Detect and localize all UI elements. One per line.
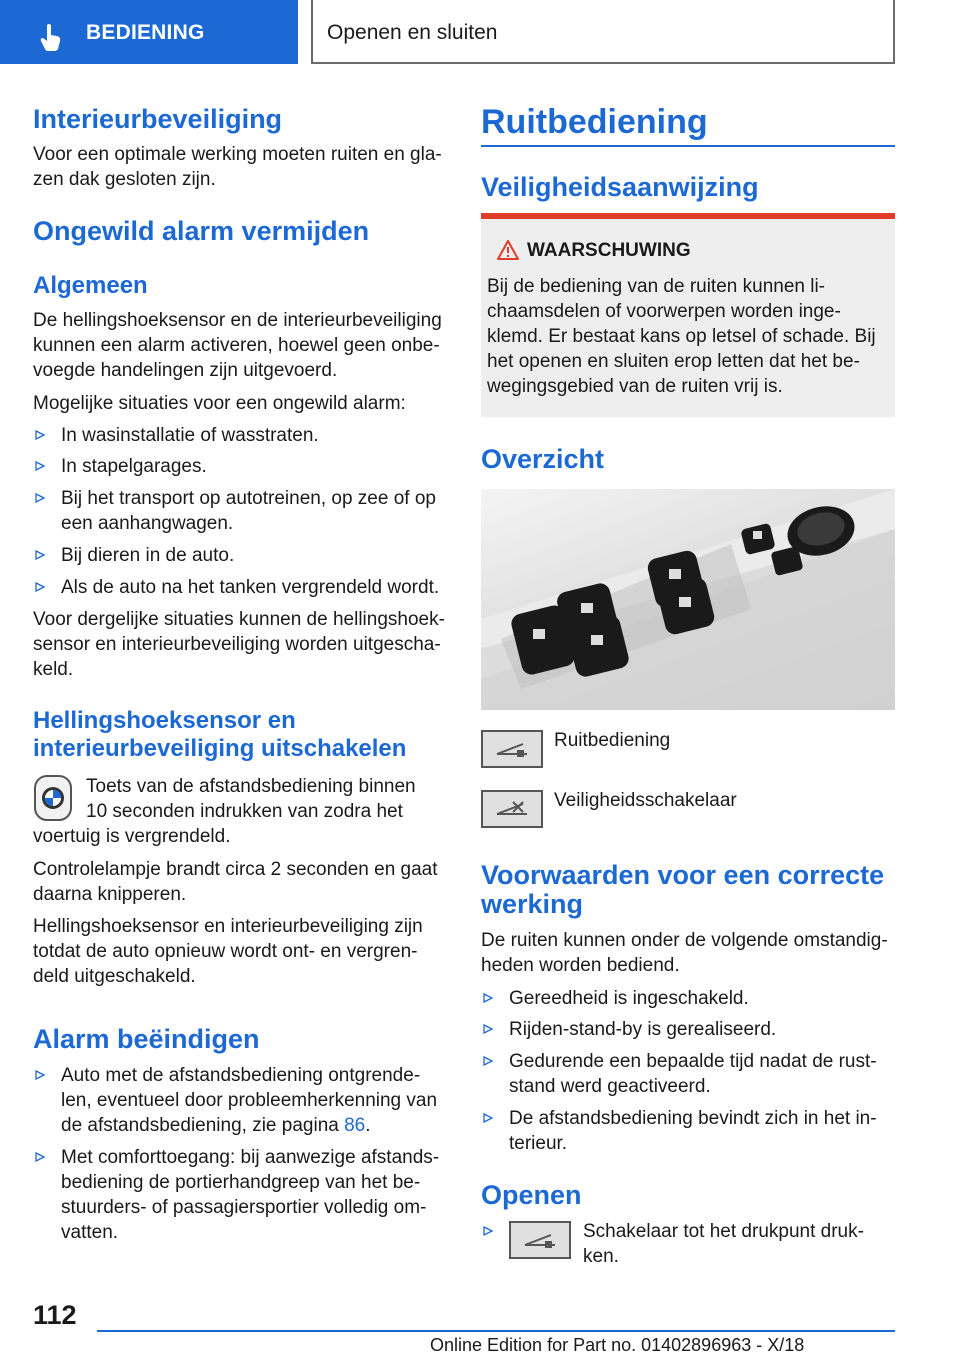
safety-switch-legend-image [481, 790, 543, 828]
warning-text-line: wegingsgebied van de ruiten vrij is. [487, 376, 783, 397]
paragraph-line: Controlelampje brandt circa 2 seconden en gaat [33, 859, 438, 880]
warning-title: WAARSCHUWING [527, 240, 691, 261]
list-item-text: Als de auto na het tanken vergrendeld wordt. [61, 577, 440, 598]
paragraph-line: Hellingshoeksensor en interieurbeveiliging zijn [33, 916, 423, 937]
paragraph-line: zen dak gesloten zijn. [33, 169, 216, 190]
triangle-bullet-icon [35, 493, 45, 503]
paragraph-line: voegde handelingen zijn uitgevoerd. [33, 360, 338, 381]
paragraph-line: Voor dergelijke situaties kunnen de hellingshoek- [33, 609, 445, 630]
heading-alarm-beeindigen: Alarm beëindigen [33, 1024, 260, 1054]
heading-uitschakelen: Hellingshoeksensor en [33, 707, 296, 734]
list-item-text: In wasinstallatie of wasstraten. [61, 425, 319, 446]
list-item-text: terieur. [509, 1133, 568, 1154]
list-item-text: Bij het transport op autotreinen, op zee of op [61, 488, 436, 509]
warning-text-line: Bij de bediening van de ruiten kunnen li- [487, 276, 826, 297]
section-tab[interactable] [0, 0, 298, 64]
paragraph-line: De ruiten kunnen onder de volgende omstandig- [481, 930, 888, 951]
legend-label: Ruitbediening [554, 730, 671, 751]
heading-uitschakelen: interieurbeveiliging uitschakelen [33, 735, 407, 762]
warning-text-line: chaamsdelen of voorwerpen worden inge- [487, 301, 841, 322]
triangle-bullet-icon [35, 430, 45, 440]
list-item-text: De afstandsbediening bevindt zich in het in- [509, 1108, 877, 1129]
footer-divider [97, 1330, 895, 1332]
list-item-text: . [365, 1115, 371, 1136]
list-item-text: stuurders- of passagiersportier volledig om- [61, 1197, 427, 1218]
paragraph-line: 10 seconden indrukken van zodra het [86, 801, 403, 822]
triangle-bullet-icon [483, 1056, 493, 1066]
list-item-text: de afstandsbediening, zie pagina [61, 1115, 345, 1136]
paragraph-line: Toets van de afstandsbediening binnen [86, 776, 416, 797]
warning-text-line: klemd. Er bestaat kans op letsel of schade. Bij [487, 326, 876, 347]
warning-text-line: het openen en sluiten erop letten dat het be- [487, 351, 860, 372]
key-fob-icon [33, 774, 73, 822]
heading-ongewild-alarm: Ongewild alarm vermijden [33, 216, 370, 246]
heading-algemeen: Algemeen [33, 272, 148, 299]
heading-veiligheidsaanwijzing: Veiligheidsaanwijzing [481, 172, 759, 202]
list-item-text: Bij dieren in de auto. [61, 545, 235, 566]
paragraph-line: totdat de auto opnieuw wordt ont- en vergren- [33, 941, 418, 962]
window-switch-illustration [481, 489, 895, 710]
list-item-text: stand werd geactiveerd. [509, 1076, 711, 1097]
triangle-bullet-icon [35, 1070, 45, 1080]
window-switch-photo [481, 489, 895, 710]
triangle-bullet-icon [483, 1226, 493, 1236]
legend-label: Veiligheidsschakelaar [554, 790, 737, 811]
page-reference-link[interactable]: 86 [344, 1115, 366, 1136]
list-item-text: een aanhangwagen. [61, 513, 234, 534]
footer-edition: Online Edition for Part no. 01402896963 - X/18 [430, 1335, 805, 1355]
paragraph-line: deld uitgeschakeld. [33, 966, 196, 987]
hand-pointer-icon [36, 22, 66, 52]
window-switch-step-image [509, 1221, 571, 1259]
paragraph-line: voertuig is vergrendeld. [33, 826, 231, 847]
list-item-text: vatten. [61, 1222, 119, 1243]
window-switch-legend-image [481, 730, 543, 768]
list-item-text: Gedurende een bepaalde tijd nadat de rust- [509, 1051, 877, 1072]
paragraph-line: daarna knipperen. [33, 884, 187, 905]
heading-openen: Openen [481, 1180, 582, 1210]
triangle-bullet-icon [35, 550, 45, 560]
heading-voorwaarden: werking [481, 889, 584, 919]
paragraph-line: kunnen een alarm activeren, hoewel geen onbe- [33, 335, 440, 356]
heading-overzicht: Overzicht [481, 444, 605, 474]
chapter-breadcrumb [311, 0, 895, 64]
list-item-text: len, eventueel door probleemherkenning van [61, 1090, 438, 1111]
triangle-bullet-icon [35, 1152, 45, 1162]
heading-divider [481, 145, 895, 147]
window-switch-icon [511, 1223, 569, 1257]
triangle-bullet-icon [35, 582, 45, 592]
triangle-bullet-icon [35, 461, 45, 471]
paragraph-line: keld. [33, 659, 74, 680]
list-item-text: Gereedheid is ingeschakeld. [509, 988, 749, 1009]
safety-switch-icon [483, 792, 541, 826]
warning-triangle-icon [497, 240, 519, 260]
paragraph-line: De hellingshoeksensor en de interieurbeveiliging [33, 310, 442, 331]
paragraph-line: Mogelijke situaties voor een ongewild alarm: [33, 393, 406, 414]
list-item-text: Auto met de afstandsbediening ontgrende- [61, 1065, 421, 1086]
paragraph-line: ken. [583, 1246, 619, 1267]
paragraph-line: sensor en interieurbeveiliging worden uitgescha- [33, 634, 441, 655]
list-item-text: Met comforttoegang: bij aanwezige afstands- [61, 1147, 440, 1168]
paragraph-line: Schakelaar tot het drukpunt druk- [583, 1221, 864, 1242]
window-switch-icon [483, 732, 541, 766]
list-item-text: bediening de portierhandgreep van het be- [61, 1172, 421, 1193]
page-number: 112 [33, 1300, 77, 1330]
heading-ruitbediening: Ruitbediening [481, 103, 708, 141]
chapter-label: Openen en sluiten [327, 21, 498, 44]
triangle-bullet-icon [483, 1113, 493, 1123]
list-item-text-with-link [61, 1113, 447, 1138]
section-label: BEDIENING [86, 21, 205, 44]
list-item-text: Rijden-stand-by is gerealiseerd. [509, 1019, 777, 1040]
triangle-bullet-icon [483, 993, 493, 1003]
paragraph-line: heden worden bediend. [481, 955, 680, 976]
heading-interieurbeveiliging: Interieurbeveiliging [33, 104, 283, 134]
list-item-text: In stapelgarages. [61, 456, 207, 477]
paragraph-line: Voor een optimale werking moeten ruiten en gla- [33, 144, 442, 165]
heading-voorwaarden: Voorwaarden voor een correcte [481, 860, 885, 890]
triangle-bullet-icon [483, 1024, 493, 1034]
